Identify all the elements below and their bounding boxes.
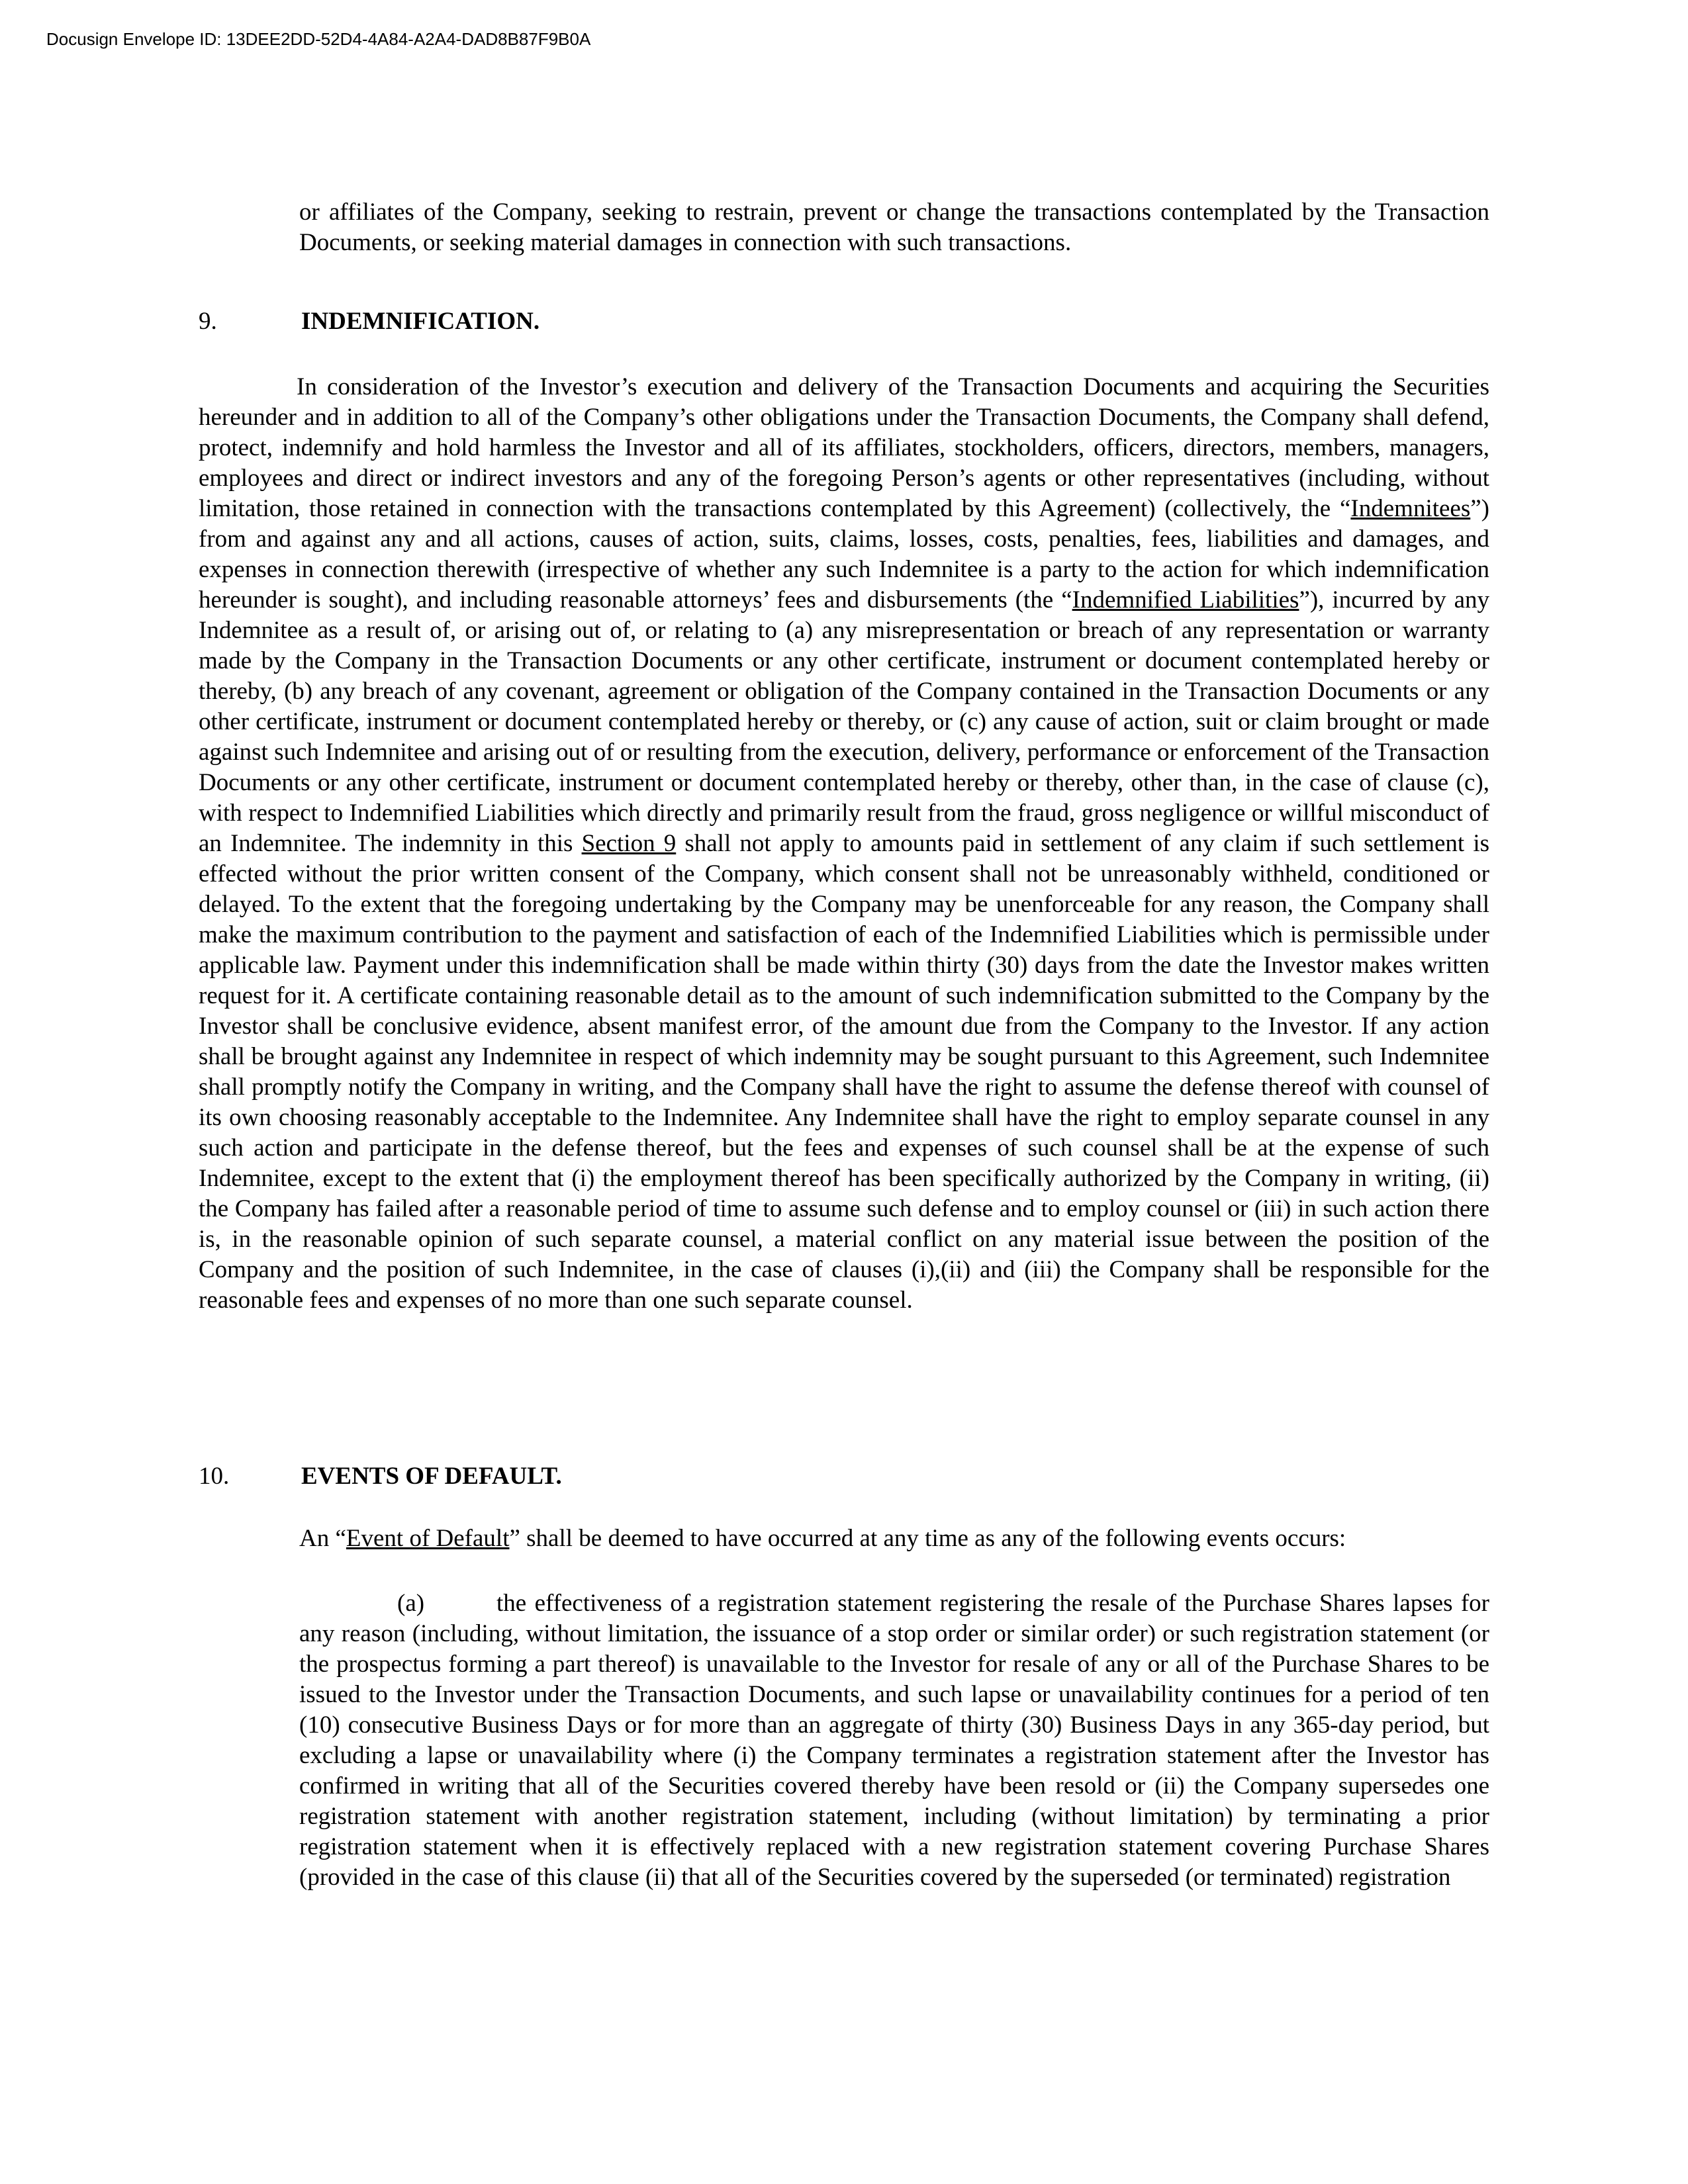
envelope-id: Docusign Envelope ID: 13DEE2DD-52D4-4A84-A2A4-DAD8B87F9B0A [46, 29, 591, 49]
indemnification-text-4: shall not apply to amounts paid in settlement of any claim if such settlement is effected without the prior written consent of the Company, which consent shall not be unreasonably withheld, conditioned or delayed. To the extent that the foregoing undertaking by the Company may be unenforceable for any reason, the Company shall make the maximum contribution to the payment and satisfaction of each of the Indemnified Liabilities which is permissible under applicable law. Payment under this indemnification shall be made within thirty (30) days from the date the Investor makes written request for it. A certificate containing reasonable detail as to the amount of such indemnification submitted to the Company by the Investor shall be conclusive evidence, absent manifest error, of the amount due from the Company to the Investor. If any action shall be brought against any Indemnitee in respect of which indemnity may be sought pursuant to this Agreement, such Indemnitee shall promptly notify the Company in writing, and the Company shall have the right to assume the defense thereof with counsel of its own choosing reasonably acceptable to the Indemnitee. Any Indemnitee shall have the right to employ separate counsel in any such action and participate in the defense thereof, but the fees and expenses of such counsel shall be at the expense of such Indemnitee, except to the extent that (i) the employment thereof has been specifically authorized by the Company in writing, (ii) the Company has failed after a reasonable period of time to assume such defense and to employ counsel or (iii) in such action there is, in the reasonable opinion of such separate counsel, a material conflict on any material issue between the position of the Company and the position of such Indemnitee, in the case of clauses (i),(ii) and (iii) the Company shall be responsible for the reasonable fees and expenses of no more than one such separate counsel. [199, 830, 1489, 1314]
indemnification-text-2: ”) from and against any and all actions, causes of action, suits, claims, losses, costs, penalties, fees, liabilities and damages, and expenses in connection therewith (irrespective of whether any such Indemnitee is a party to the action for which indemnification hereunder is sought), and including reasonable attorneys’ fees and disbursements (the “ [199, 495, 1489, 614]
item-a-label: (a) [397, 1590, 425, 1617]
events-of-default-item-a [299, 1588, 1489, 1893]
section-10-number: 10. [199, 1463, 230, 1490]
intro-text-pre: An “ [299, 1525, 346, 1552]
events-of-default-intro [299, 1524, 1489, 1554]
section-9-title: INDEMNIFICATION. [301, 308, 540, 335]
defined-term-indemnitees: Indemnitees [1350, 495, 1471, 522]
defined-term-event-of-default: Event of Default [346, 1525, 510, 1552]
indemnification-text-3: ”), incurred by any Indemnitee as a result of, or arising out of, or relating to (a) any misrepresentation or breach of any representation or warranty made by the Company in the Transaction Documents or any other certificate, instrument or document contemplated hereby or thereby, (b) any breach of any covenant, agreement or obligation of the Company contained in the Transaction Documents or any other certificate, instrument or document contemplated hereby or thereby, or (c) any cause of action, suit or claim brought or made against such Indemnitee and arising out of or resulting from the execution, delivery, performance or enforcement of the Transaction Documents or any other certificate, instrument or document contemplated hereby or thereby, other than, in the case of clause (c), with respect to Indemnified Liabilities which directly and primarily result from the fraud, gross negligence or willful misconduct of an Indemnitee. The indemnity in this [199, 586, 1490, 857]
section-10-title: EVENTS OF DEFAULT. [301, 1463, 562, 1490]
section-9-number: 9. [199, 308, 217, 335]
intro-text-post: ” shall be deemed to have occurred at any time as any of the following events occurs: [509, 1525, 1346, 1552]
section-9-reference: Section 9 [581, 830, 677, 857]
continuation-paragraph: or affiliates of the Company, seeking to restrain, prevent or change the transactions contemplated by the Transaction Documents, or seeking material damages in connection with such transactions. [299, 199, 1489, 256]
item-a-text: the effectiveness of a registration statement registering the resale of the Purchase Shares lapses for any reason (including, without limitation, the issuance of a stop order or similar order) or such registration statement (or the prospectus forming a part thereof) is unavailable to the Investor for resale of any or all of the Purchase Shares to be issued to the Investor under the Transaction Documents, and such lapse or unavailability continues for a period of ten (10) consecutive Business Days or for more than an aggregate of thirty (30) Business Days in any 365-day period, but excluding a lapse or unavailability where (i) the Company terminates a registration statement after the Investor has confirmed in writing that all of the Securities covered thereby have been resold or (ii) the Company supersedes one registration statement with another registration statement, including (without limitation) by terminating a prior registration statement when it is effectively replaced with a new registration statement covering Purchase Shares (provided in the case of this clause (ii) that all of the Securities covered by the superseded (or terminated) registration [299, 1590, 1489, 1891]
defined-term-indemnified-liabilities: Indemnified Liabilities [1072, 586, 1299, 614]
indemnification-paragraph [199, 372, 1489, 1316]
indemnification-text-1: In consideration of the Investor’s execution and delivery of the Transaction Documents and acquiring the Securities hereunder and in addition to all of the Company’s other obligations under the Transaction Documents, the Company shall defend, protect, indemnify and hold harmless the Investor and all of its affiliates, stockholders, officers, directors, members, managers, employees and direct or indirect investors and any of the foregoing Person’s agents or other representatives (including, without limitation, those retained in connection with the transactions contemplated by this Agreement) (collectively, the “ [199, 373, 1489, 522]
